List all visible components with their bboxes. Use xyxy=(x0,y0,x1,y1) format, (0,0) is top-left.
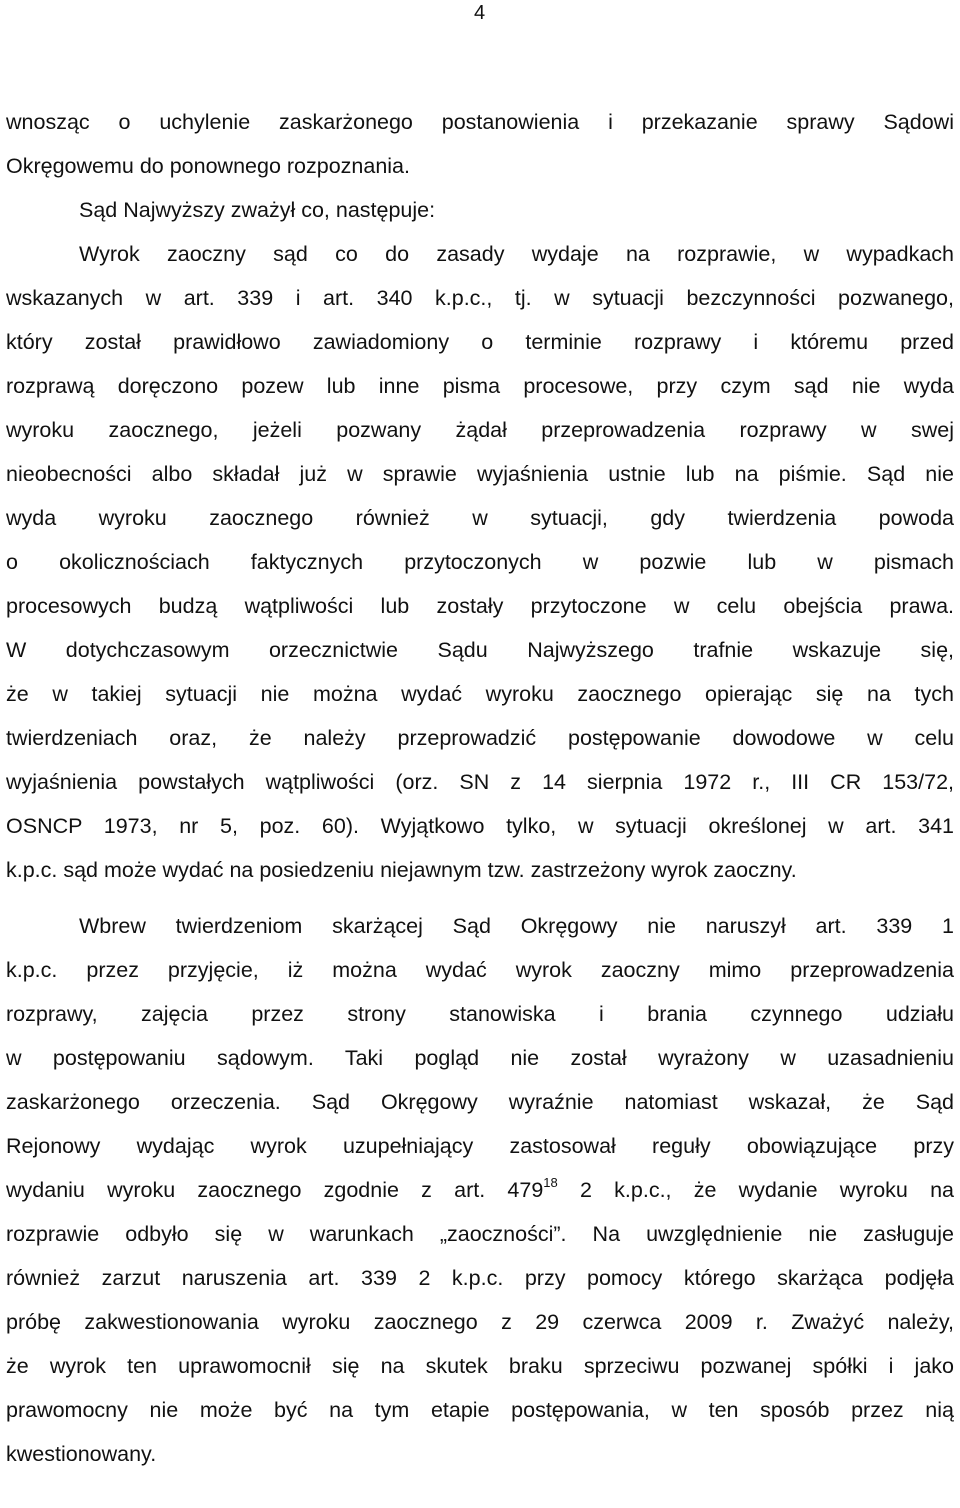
text-line: rozprawą doręczono pozew lub inne pisma procesowe, przy czym sąd nie wyda xyxy=(6,374,954,398)
text-line: wnosząc o uchylenie zaskarżonego postanowienia i przekazanie sprawy Sądowi xyxy=(6,110,954,134)
text-segment: wydaniu wyroku zaocznego zgodnie z art. 479 xyxy=(6,1178,544,1202)
paragraph xyxy=(6,904,954,1476)
text-line: procesowych budzą wątpliwości lub zostały przytoczone w celu obejścia prawa. xyxy=(6,594,954,618)
text-line: nieobecności albo składał już w sprawie wyjaśnienia ustnie lub na piśmie. Sąd nie xyxy=(6,462,954,486)
page-number: 4 xyxy=(474,2,486,24)
text-line: W dotychczasowym orzecznictwie Sądu Najwyższego trafnie wskazuje się, xyxy=(6,638,954,662)
text-line: wyroku zaocznego, jeżeli pozwany żądał przeprowadzenia rozprawy w swej xyxy=(6,418,954,442)
text-line: wyjaśnienia powstałych wątpliwości (orz. SN z 14 sierpnia 1972 r., III CR 153/72, xyxy=(6,770,954,794)
text-line: twierdzeniach oraz, że należy przeprowadzić postępowanie dowodowe w celu xyxy=(6,726,954,750)
document-body xyxy=(6,100,954,1476)
paragraph xyxy=(6,232,954,892)
text-line: że w takiej sytuacji nie można wydać wyroku zaocznego opierając się na tych xyxy=(6,682,954,706)
paragraph xyxy=(6,100,954,188)
text-line: wyda wyroku zaocznego również w sytuacji, gdy twierdzenia powoda xyxy=(6,506,954,530)
text-line: o okolicznościach faktycznych przytoczonych w pozwie lub w pismach xyxy=(6,550,954,574)
text-line: Sąd Najwyższy zważył co, następuje: xyxy=(79,198,436,222)
text-line: który został prawidłowo zawiadomiony o terminie rozprawy i któremu przed xyxy=(6,330,954,354)
text-line: również zarzut naruszenia art. 339 2 k.p.c. przy pomocy którego skarżąca podjęła xyxy=(6,1266,954,1290)
text-line: prawomocny nie może być na tym etapie postępowania, w ten sposób przez nią xyxy=(6,1398,954,1422)
text-line: rozprawy, zajęcia przez strony stanowiska i brania czynnego udziału xyxy=(6,1002,954,1026)
text-line: wskazanych w art. 339 i art. 340 k.p.c., tj. w sytuacji bezczynności pozwanego, xyxy=(6,286,954,310)
text-line: k.p.c. przez przyjęcie, iż można wydać wyrok zaoczny mimo przeprowadzenia xyxy=(6,958,954,982)
text-line: Wbrew twierdzeniom skarżącej Sąd Okręgowy nie naruszył art. 339 1 xyxy=(79,914,954,938)
text-line: k.p.c. sąd może wydać na posiedzeniu niejawnym tzw. zastrzeżony wyrok zaoczny. xyxy=(6,858,797,882)
text-line: Okręgowemu do ponownego rozpoznania. xyxy=(6,154,410,178)
paragraph xyxy=(6,188,954,232)
text-line: OSNCP 1973, nr 5, poz. 60). Wyjątkowo tylko, w sytuacji określonej w art. 341 xyxy=(6,814,954,838)
text-segment: 2 k.p.c., że wydanie wyroku na xyxy=(557,1178,954,1202)
text-line: w postępowaniu sądowym. Taki pogląd nie został wyrażony w uzasadnieniu xyxy=(6,1046,954,1070)
text-line: kwestionowany. xyxy=(6,1442,157,1466)
text-line: że wyrok ten uprawomocnił się na skutek braku sprzeciwu pozwanej spółki i jako xyxy=(6,1354,954,1378)
text-line xyxy=(6,1168,954,1212)
text-line: Rejonowy wydając wyrok uzupełniający zastosował reguły obowiązujące przy xyxy=(6,1134,954,1158)
text-line: próbę zakwestionowania wyroku zaocznego z 29 czerwca 2009 r. Zważyć należy, xyxy=(6,1310,954,1334)
superscript: 18 xyxy=(543,1175,558,1190)
text-line: zaskarżonego orzeczenia. Sąd Okręgowy wyraźnie natomiast wskazał, że Sąd xyxy=(6,1090,954,1114)
text-line: rozprawie odbyło się w warunkach „zaoczności”. Na uwzględnienie nie zasługuje xyxy=(6,1222,954,1246)
text-line: Wyrok zaoczny sąd co do zasady wydaje na rozprawie, w wypadkach xyxy=(79,242,954,266)
